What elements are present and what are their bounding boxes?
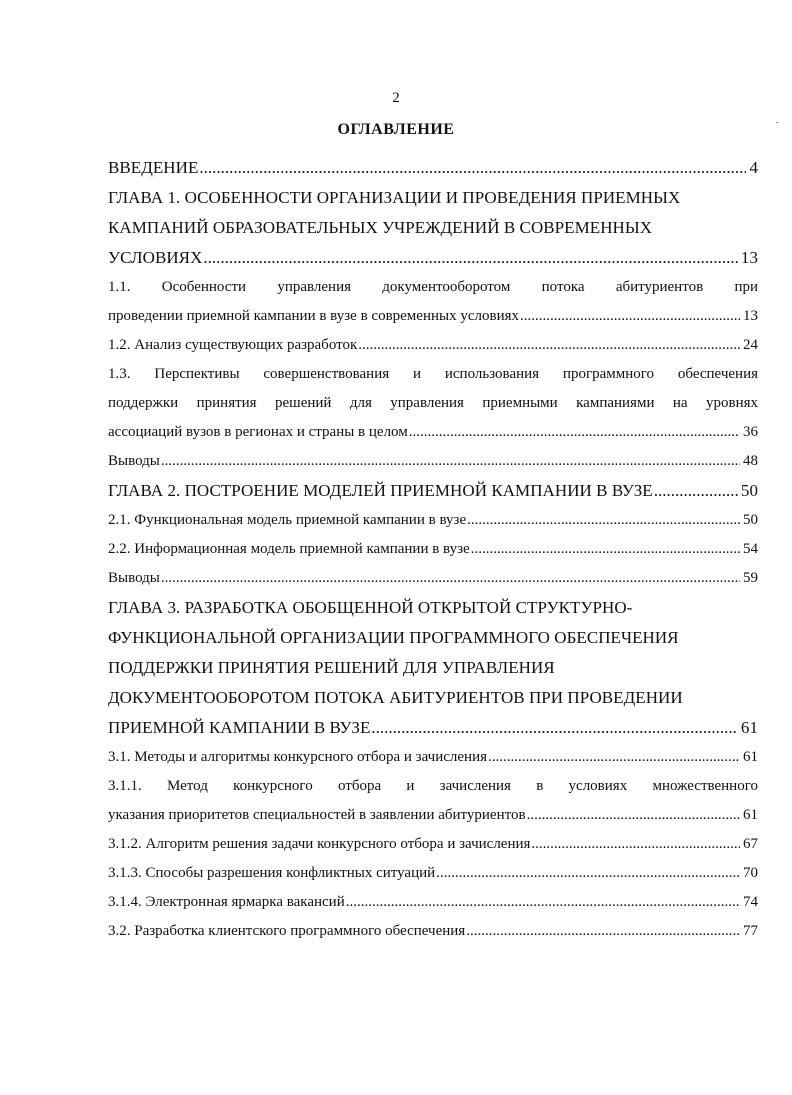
toc-entry-line [108,213,758,243]
toc-page-number: 70 [743,865,758,881]
toc-entry-line [108,153,758,183]
toc-entry-text: ГЛАВА 3. РАЗРАБОТКА ОБОБЩЕННОЙ ОТКРЫТОЙ СТРУКТУРНО- [108,598,633,617]
toc-entry [108,360,758,447]
toc-entry-text: 2.1. Функциональная модель приемной кампании в вузе [108,512,467,528]
toc-entry-line [108,447,758,476]
dot-leader [371,713,737,743]
dot-leader [436,859,740,888]
dot-leader [466,917,740,946]
toc-entry [108,183,758,273]
dot-leader [654,476,738,506]
toc-entry [108,331,758,360]
toc-entry [108,772,758,830]
toc-entry-line [108,830,758,859]
toc-entry [108,917,758,946]
dot-leader [527,801,740,830]
toc-entry-text: 2.2. Информационная модель приемной кампании в вузе [108,541,470,557]
toc-entry [108,506,758,535]
toc-entry-text: ФУНКЦИОНАЛЬНОЙ ОРГАНИЗАЦИИ ПРОГРАММНОГО ОБЕСПЕЧЕНИЯ [108,628,679,647]
toc-entry-line [108,331,758,360]
toc-entry-text: 1.1. Особенности управления документооборотом потока абитуриентов при [108,279,758,295]
toc-entry-text: УСЛОВИЯХ [108,248,203,267]
dot-leader [358,331,740,360]
toc-entry-line [108,653,758,683]
toc-entry [108,830,758,859]
toc-page-number: 4 [749,158,758,177]
toc-title: ОГЛАВЛЕНИЕ [337,121,455,138]
toc-entry [108,743,758,772]
toc-page-number: 13 [740,248,758,267]
toc-entry-text: ПРИЕМНОЙ КАМПАНИИ В ВУЗЕ [108,718,371,737]
toc-entry-text: 3.1. Методы и алгоритмы конкурсного отбора и зачисления [108,749,487,765]
toc-entry-line [108,535,758,564]
toc-entry-line [108,418,758,447]
toc-entry-line [108,273,758,302]
toc-entry-text: ассоциаций вузов в регионах и страны в целом [108,424,408,440]
dot-leader [520,302,740,331]
toc-entry-line [108,801,758,830]
toc-entry-line [108,389,758,418]
dot-leader [199,153,746,183]
toc-entry-line [108,917,758,946]
toc-page-number: 50 [743,512,758,528]
toc-entry-line [108,713,758,743]
page-number: 2 [392,90,400,106]
toc-entry-line [108,360,758,389]
dot-leader [409,418,740,447]
toc-page-number: 54 [743,541,758,557]
toc-entry-text: ДОКУМЕНТООБОРОТОМ ПОТОКА АБИТУРИЕНТОВ ПРИ ПРОВЕДЕНИИ [108,688,683,707]
toc-page-number: 48 [743,453,758,469]
table-of-contents [108,153,758,946]
toc-page-number: 50 [740,481,758,500]
toc-entry-text: 3.1.4. Электронная ярмарка вакансий [108,894,345,910]
toc-entry-text: указания приоритетов специальностей в заявлении абитуриентов [108,807,526,823]
toc-entry-text: 3.1.1. Метод конкурсного отбора и зачисления в условиях множественного [108,778,758,794]
toc-page-number: 24 [743,337,758,353]
toc-entry-text: поддержки принятия решений для управления приемными кампаниями на уровнях [108,395,758,411]
toc-page-number: 67 [743,836,758,852]
toc-entry-text: 3.1.3. Способы разрешения конфликтных ситуаций [108,865,436,881]
toc-entry [108,273,758,331]
toc-page-number: 61 [740,718,758,737]
toc-entry-line [108,772,758,801]
toc-entry-text: проведении приемной кампании в вузе в современных условиях [108,308,519,324]
toc-entry-line [108,564,758,593]
toc-entry-text: 1.2. Анализ существующих разработок [108,337,358,353]
toc-entry-text: Выводы [108,453,160,469]
toc-entry [108,153,758,183]
toc-entry-line [108,859,758,888]
toc-entry [108,593,758,743]
toc-entry-line [108,888,758,917]
dot-leader [471,535,740,564]
dot-leader [203,243,738,273]
toc-entry-line [108,243,758,273]
toc-entry-text: Выводы [108,570,160,586]
toc-entry [108,476,758,506]
toc-page-number: 36 [743,424,758,440]
toc-entry [108,447,758,476]
toc-entry-text: 3.1.2. Алгоритм решения задачи конкурсного отбора и зачисления [108,836,531,852]
toc-entry [108,859,758,888]
toc-page-number: 61 [743,807,758,823]
toc-entry-line [108,623,758,653]
toc-entry-line [108,506,758,535]
toc-entry-text: КАМПАНИЙ ОБРАЗОВАТЕЛЬНЫХ УЧРЕЖДЕНИЙ В СОВРЕМЕННЫХ [108,218,653,237]
toc-page-number: 77 [743,923,758,939]
toc-entry-text: ГЛАВА 2. ПОСТРОЕНИЕ МОДЕЛЕЙ ПРИЕМНОЙ КАМПАНИИ В ВУЗЕ [108,481,653,500]
scan-speck [776,122,778,123]
toc-entry-text: ВВЕДЕНИЕ [108,158,199,177]
toc-page-number: 74 [743,894,758,910]
dot-leader [346,888,740,917]
toc-entry-line [108,743,758,772]
dot-leader [531,830,740,859]
dot-leader [467,506,740,535]
toc-entry-line [108,683,758,713]
toc-entry-text: 1.3. Перспективы совершенствования и использования программного обеспечения [108,366,758,382]
toc-entry [108,888,758,917]
toc-entry-text: ПОДДЕРЖКИ ПРИНЯТИЯ РЕШЕНИЙ ДЛЯ УПРАВЛЕНИЯ [108,658,555,677]
toc-entry [108,564,758,593]
toc-page-number: 59 [743,570,758,586]
dot-leader [488,743,740,772]
toc-entry-line [108,183,758,213]
dot-leader [161,447,740,476]
toc-page-number: 13 [743,308,758,324]
toc-entry-line [108,302,758,331]
toc-entry-line [108,476,758,506]
dot-leader [161,564,740,593]
toc-page-number: 61 [743,749,758,765]
toc-entry-line [108,593,758,623]
toc-entry-text: 3.2. Разработка клиентского программного обеспечения [108,923,466,939]
toc-entry [108,535,758,564]
toc-entry-text: ГЛАВА 1. ОСОБЕННОСТИ ОРГАНИЗАЦИИ И ПРОВЕДЕНИЯ ПРИЕМНЫХ [108,188,681,207]
